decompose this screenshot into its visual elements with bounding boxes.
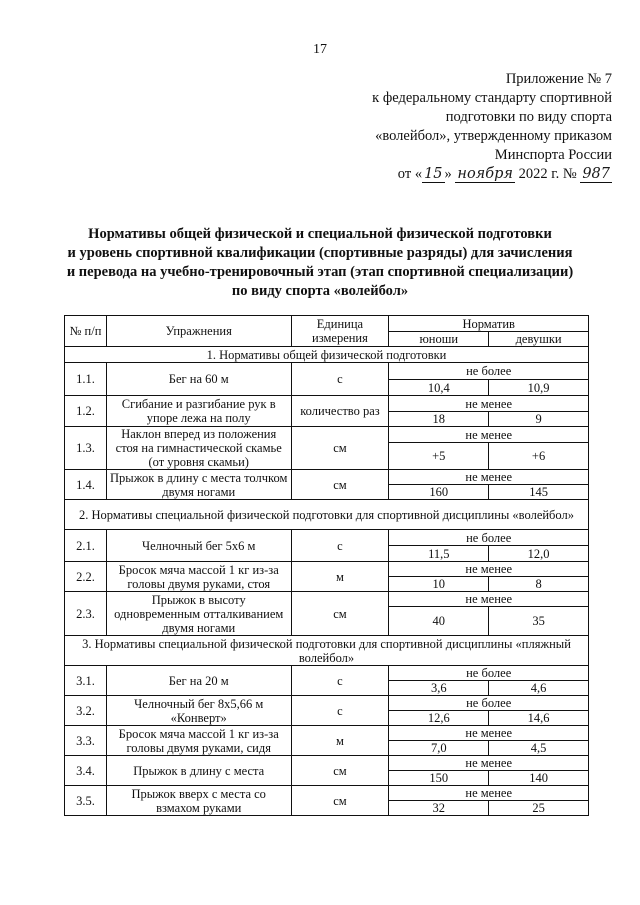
row-condition: не менее	[389, 396, 589, 412]
row-exercise: Прыжок в длину с места толчком двумя ногами	[106, 470, 291, 500]
header-exercise: Упражнения	[106, 316, 291, 347]
row-number: 2.3.	[65, 592, 107, 636]
row-unit: с	[291, 530, 389, 562]
row-unit: с	[291, 696, 389, 726]
row-exercise: Челночный бег 5х6 м	[106, 530, 291, 562]
row-girls-value: 4,5	[489, 741, 589, 756]
row-boys-value: 10,4	[389, 380, 489, 396]
appendix-header	[312, 70, 612, 184]
row-unit: см	[291, 756, 389, 786]
row-number: 1.1.	[65, 363, 107, 396]
row-exercise: Сгибание и разгибание рук в упоре лежа на полу	[106, 396, 291, 427]
row-condition: не менее	[389, 470, 589, 485]
row-exercise: Челночный бег 8х5,66 м «Конверт»	[106, 696, 291, 726]
date-year: 2022 г. №	[518, 166, 577, 182]
date-mid: »	[444, 166, 452, 182]
row-girls-value: 25	[489, 801, 589, 816]
handwritten-month: ноября	[457, 166, 514, 182]
section-2-title: 2. Нормативы специальной физической подготовки для спортивной дисциплины «волейбол»	[65, 500, 589, 530]
row-girls-value: 9	[489, 412, 589, 427]
row-condition: не более	[389, 666, 589, 681]
row-number: 3.4.	[65, 756, 107, 786]
row-exercise: Прыжок в высоту одновременным отталкиванием двумя ногами	[106, 592, 291, 636]
row-condition: не более	[389, 696, 589, 711]
header-norm: Норматив	[389, 316, 589, 332]
header-girls: девушки	[489, 332, 589, 347]
row-condition: не менее	[389, 592, 589, 607]
row-number: 3.2.	[65, 696, 107, 726]
appendix-line-2: к федеральному стандарту спортивной	[372, 90, 612, 106]
row-boys-value: +5	[389, 443, 489, 470]
row-unit: см	[291, 427, 389, 470]
row-condition: не менее	[389, 786, 589, 801]
row-number: 1.2.	[65, 396, 107, 427]
row-number: 2.2.	[65, 562, 107, 592]
row-girls-value: 140	[489, 771, 589, 786]
document-title	[40, 225, 600, 301]
row-unit: см	[291, 592, 389, 636]
appendix-line-5: Минспорта России	[494, 147, 612, 163]
row-number: 3.1.	[65, 666, 107, 696]
row-boys-value: 12,6	[389, 711, 489, 726]
title-line-1: Нормативы общей физической и специальной физической подготовки	[88, 226, 552, 242]
row-exercise: Бег на 20 м	[106, 666, 291, 696]
row-condition: не более	[389, 363, 589, 380]
handwritten-day: 15	[424, 166, 443, 182]
row-girls-value: 14,6	[489, 711, 589, 726]
row-condition: не менее	[389, 726, 589, 741]
row-boys-value: 160	[389, 485, 489, 500]
row-boys-value: 150	[389, 771, 489, 786]
page-number: 17	[313, 42, 327, 57]
row-boys-value: 32	[389, 801, 489, 816]
title-line-3: и перевода на учебно-тренировочный этап (этап спортивной специализации)	[66, 264, 574, 280]
row-unit: см	[291, 786, 389, 816]
appendix-line-4: «волейбол», утвержденному приказом	[375, 128, 612, 144]
header-boys: юноши	[389, 332, 489, 347]
row-exercise: Наклон вперед из положения стоя на гимнастической скамье (от уровня скамьи)	[106, 427, 291, 470]
handwritten-order-number: 987	[582, 166, 610, 182]
row-girls-value: +6	[489, 443, 589, 470]
row-girls-value: 4,6	[489, 681, 589, 696]
row-girls-value: 35	[489, 607, 589, 636]
header-unit: Единица измерения	[291, 316, 389, 347]
norms-table	[64, 315, 589, 816]
row-boys-value: 40	[389, 607, 489, 636]
row-number: 2.1.	[65, 530, 107, 562]
row-boys-value: 10	[389, 577, 489, 592]
row-unit: количество раз	[291, 396, 389, 427]
row-exercise: Прыжок в длину с места	[106, 756, 291, 786]
row-unit: с	[291, 363, 389, 396]
appendix-line-3: подготовки по виду спорта	[445, 109, 612, 125]
appendix-date-line	[312, 165, 612, 184]
row-boys-value: 18	[389, 412, 489, 427]
row-number: 3.5.	[65, 786, 107, 816]
row-condition: не менее	[389, 756, 589, 771]
row-condition: не более	[389, 530, 589, 546]
row-girls-value: 145	[489, 485, 589, 500]
row-unit: с	[291, 666, 389, 696]
row-girls-value: 12,0	[489, 546, 589, 562]
appendix-line-1: Приложение № 7	[505, 71, 612, 87]
row-condition: не менее	[389, 562, 589, 577]
row-exercise: Бросок мяча массой 1 кг из-за головы двумя руками, стоя	[106, 562, 291, 592]
row-boys-value: 11,5	[389, 546, 489, 562]
title-line-4: по виду спорта «волейбол»	[231, 283, 409, 299]
row-girls-value: 8	[489, 577, 589, 592]
row-exercise: Бросок мяча массой 1 кг из-за головы двумя руками, сидя	[106, 726, 291, 756]
row-boys-value: 3,6	[389, 681, 489, 696]
row-girls-value: 10,9	[489, 380, 589, 396]
header-number: № п/п	[65, 316, 107, 347]
row-exercise: Прыжок вверх с места со взмахом руками	[106, 786, 291, 816]
row-boys-value: 7,0	[389, 741, 489, 756]
row-unit: м	[291, 726, 389, 756]
date-prefix: от «	[397, 166, 423, 182]
section-1-title: 1. Нормативы общей физической подготовки	[65, 347, 589, 363]
row-number: 1.3.	[65, 427, 107, 470]
row-number: 1.4.	[65, 470, 107, 500]
row-exercise: Бег на 60 м	[106, 363, 291, 396]
section-3-title: 3. Нормативы специальной физической подготовки для спортивной дисциплины «пляжный волейбол»	[65, 636, 589, 666]
row-unit: м	[291, 562, 389, 592]
row-unit: см	[291, 470, 389, 500]
title-line-2: и уровень спортивной квалификации (спортивные разряды) для зачисления	[67, 245, 573, 261]
row-condition: не менее	[389, 427, 589, 443]
row-number: 3.3.	[65, 726, 107, 756]
